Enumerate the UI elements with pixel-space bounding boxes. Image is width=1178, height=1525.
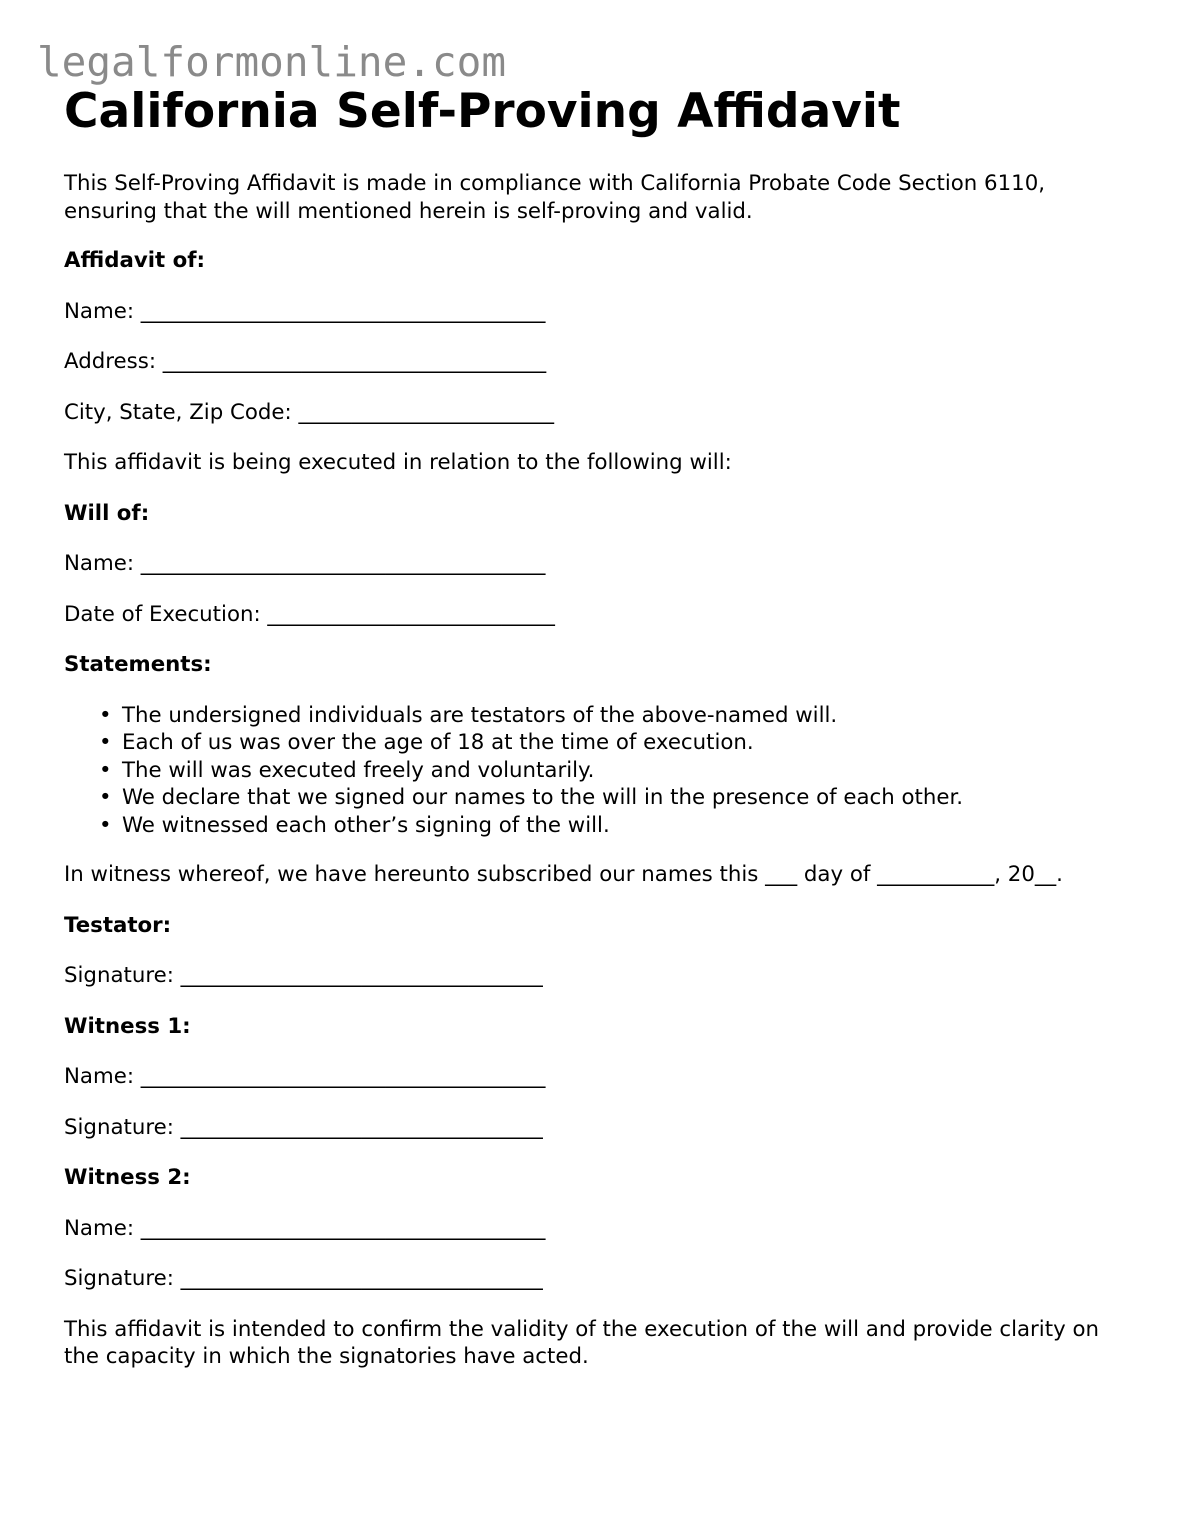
testator-heading: Testator: <box>64 912 172 938</box>
statement-text: The undersigned individuals are testators of the above-named will. <box>122 702 838 728</box>
relation-paragraph: This affidavit is being executed in relation to the following will: <box>64 450 732 475</box>
statement-item <box>99 812 1124 840</box>
affidavit-name-field[interactable]: Name: ______________________________________ <box>64 298 546 324</box>
affidavit-address-field[interactable]: Address: ____________________________________ <box>64 349 547 374</box>
bullet-icon: • <box>99 812 112 838</box>
affidavit-city-state-zip-field[interactable]: City, State, Zip Code: ________________________ <box>64 399 555 425</box>
will-date-of-execution-field[interactable]: Date of Execution: ___________________________ <box>64 601 555 627</box>
bullet-icon: • <box>99 785 112 810</box>
intro-paragraph: This Self-Proving Affidavit is made in compliance with California Probate Code Section 6110, ensuring that the will mentioned herein is self-proving and valid. <box>64 171 1046 224</box>
will-of-heading: Will of: <box>64 500 150 526</box>
witness-1-name-field[interactable]: Name: ______________________________________ <box>64 1064 546 1089</box>
statement-item <box>99 702 1124 730</box>
statements-list <box>64 702 1124 840</box>
closing-paragraph: This affidavit is intended to confirm the validity of the execution of the will and provide clarity on the capacity in which the signatories have acted. <box>64 1316 1099 1369</box>
statements-heading: Statements: <box>64 652 212 677</box>
statement-item <box>99 784 1124 812</box>
statement-item <box>99 729 1124 757</box>
witness-2-name-field[interactable]: Name: ______________________________________ <box>64 1215 546 1241</box>
document-body <box>64 170 1124 1394</box>
will-name-field[interactable]: Name: ______________________________________ <box>64 551 546 576</box>
statement-text: Each of us was over the age of 18 at the time of execution. <box>122 730 754 755</box>
testator-signature-field[interactable]: Signature: __________________________________ <box>64 963 543 988</box>
witness-whereof-paragraph[interactable]: In witness whereof, we have hereunto subscribed our names this ___ day of ___________, 20__. <box>64 862 1063 887</box>
statement-text: We witnessed each other’s signing of the will. <box>122 812 610 838</box>
bullet-icon: • <box>99 757 112 783</box>
page-title: California Self-Proving Affidavit <box>64 84 901 139</box>
witness-2-heading: Witness 2: <box>64 1165 191 1190</box>
statement-text: We declare that we signed our names to the will in the presence of each other. <box>122 785 964 810</box>
affidavit-of-heading: Affidavit of: <box>64 248 206 273</box>
watermark-text: legalformonline.com <box>37 38 506 86</box>
witness-1-signature-field[interactable]: Signature: __________________________________ <box>64 1114 543 1140</box>
statement-text: The will was executed freely and voluntarily. <box>122 757 595 783</box>
witness-2-signature-field[interactable]: Signature: __________________________________ <box>64 1266 543 1291</box>
witness-1-heading: Witness 1: <box>64 1013 191 1039</box>
statement-item <box>99 757 1124 785</box>
bullet-icon: • <box>99 730 112 755</box>
bullet-icon: • <box>99 702 112 728</box>
